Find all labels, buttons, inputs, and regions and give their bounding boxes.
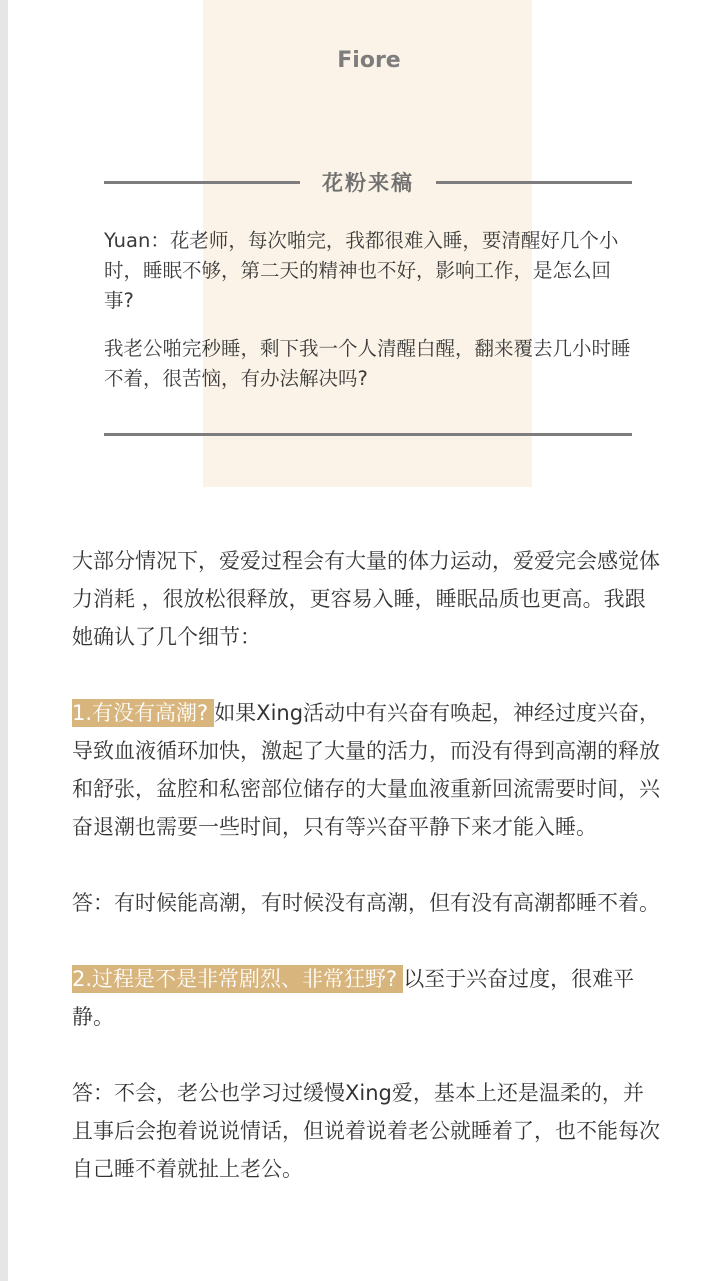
point-1-text: 如果Xing活动中有兴奋有唤起，神经过度兴奋，导致血液循环加快，激起了大量的活力，而没有得到高潮的释放和舒张，盆腔和私密部位储存的大量血液重新回流需要时间，兴奋退潮也需要一些时间，只有等兴奋平静下来才能入睡。	[72, 701, 661, 839]
point-1-label: 1.有没有高潮?	[72, 699, 214, 727]
question-paragraph-1: Yuan：花老师，每次啪完，我都很难入睡，要清醒好几个小时，睡眠不够，第二天的精神也不好，影响工作，是怎么回事?	[104, 229, 619, 312]
question-bottom-rule	[104, 433, 632, 436]
point-2-text: 以至于兴奋过度，很难平静。	[72, 967, 635, 1029]
point-2-label: 2.过程是不是非常剧烈、非常狂野?	[72, 965, 403, 993]
article-body	[72, 542, 664, 1226]
header-rule-left	[104, 181, 300, 184]
section-header	[104, 166, 632, 198]
intro-paragraph: 大部分情况下，爱爱过程会有大量的体力运动，爱爱完会感觉体力消耗 ，很放松很释放，更容易入睡，睡眠品质也更高。我跟她确认了几个细节：	[72, 549, 660, 649]
answer-1-paragraph: 答：有时候能高潮，有时候没有高潮，但有没有高潮都睡不着。	[72, 891, 660, 915]
answer-2-paragraph: 答：不会，老公也学习过缓慢Xing爱，基本上还是温柔的，并且事后会抱着说说情话，但说着说着老公就睡着了，也不能每次自己睡不着就扯上老公。	[72, 1081, 660, 1181]
question-paragraph-2: 我老公啪完秒睡，剩下我一个人清醒白醒，翻来覆去几小时睡不着，很苦恼，有办法解决吗?	[104, 337, 631, 390]
reader-question	[104, 226, 634, 412]
header-rule-right	[436, 181, 632, 184]
brand-name: Fiore	[337, 48, 401, 73]
section-title: 花粉来稿	[322, 171, 414, 195]
point-2-paragraph	[72, 960, 664, 1036]
left-edge-strip	[0, 0, 8, 1281]
point-1-paragraph	[72, 694, 664, 846]
